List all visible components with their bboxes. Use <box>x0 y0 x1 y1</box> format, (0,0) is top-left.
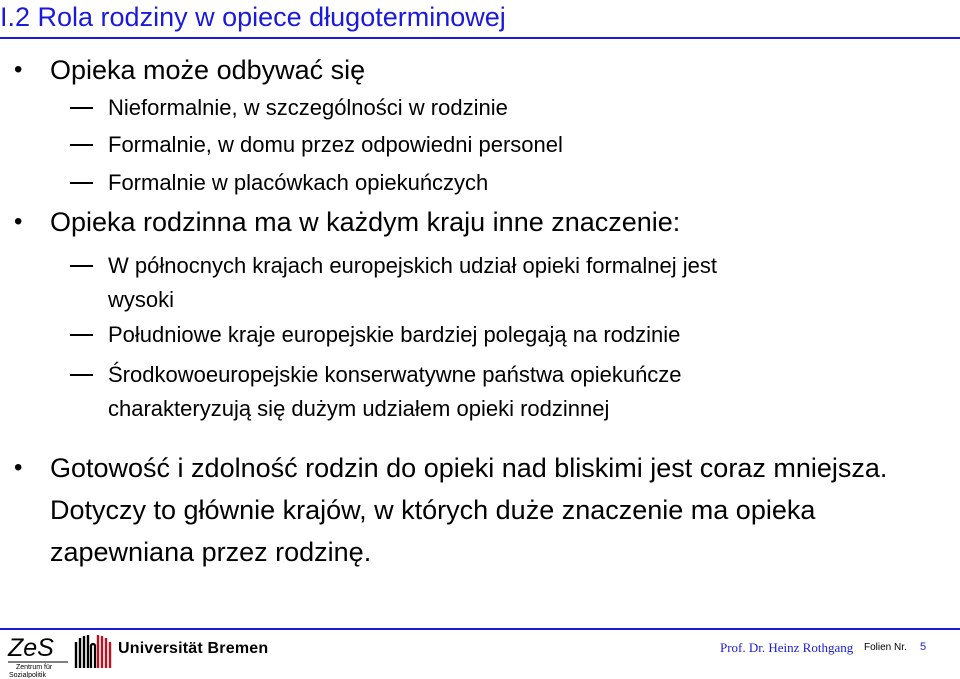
bullet-1-text: Opieka może odbywać się <box>50 55 366 85</box>
footer-divider <box>0 628 960 630</box>
sub-item-text: wysoki <box>108 287 175 312</box>
dash-icon <box>70 182 93 184</box>
sub-item-text: Formalnie w placówkach opiekuńczych <box>108 170 489 195</box>
dash-icon <box>70 144 93 146</box>
sub-item-text: charakteryzują się dużym udziałem opieki rodzinnej <box>108 396 610 421</box>
bullet-3-text: Gotowość i zdolność rodzin do opieki nad bliskimi jest coraz mniejsza. Dotyczy to głównie krajów, w których duże znaczenie ma opieka zapewniana przez rodzinę. <box>50 453 888 567</box>
page-number: 5 <box>920 641 927 653</box>
sub-item-text: Południowe kraje europejskie bardziej polegają na rodzinie <box>108 322 681 347</box>
dash-icon <box>70 374 93 376</box>
bullet-dot-icon: • <box>14 454 23 481</box>
slide-title: I.2 Rola rodziny w opiece długoterminowej <box>0 2 506 32</box>
bullet-2-text: Opieka rodzinna ma w każdym kraju inne znaczenie: <box>50 207 681 237</box>
zes-logo-line-1: Zentrum für <box>16 664 53 671</box>
dash-icon <box>70 265 93 267</box>
sub-item-text: W północnych krajach europejskich udział opieki formalnej jest <box>108 253 717 278</box>
university-name: Universität Bremen <box>118 640 269 657</box>
zes-logo-main: ZeS <box>8 634 54 662</box>
dash-icon <box>70 334 93 336</box>
bullet-dot-icon: • <box>14 56 23 83</box>
sub-item-text: Środkowoeuropejskie konserwatywne państwa opiekuńcze <box>108 362 682 387</box>
sub-item-text: Formalnie, w domu przez odpowiedni personel <box>108 132 563 157</box>
sub-item-text: Nieformalnie, w szczególności w rodzinie <box>108 95 508 120</box>
author-name: Prof. Dr. Heinz Rothgang <box>720 640 854 655</box>
dash-icon <box>70 107 93 109</box>
title-divider <box>0 37 960 39</box>
zes-logo-line-2: Sozialpolitik <box>9 672 46 678</box>
bullet-dot-icon: • <box>14 208 23 235</box>
university-logo-icon <box>74 632 112 670</box>
zes-logo <box>6 632 70 678</box>
folien-label: Folien Nr. <box>864 642 907 653</box>
